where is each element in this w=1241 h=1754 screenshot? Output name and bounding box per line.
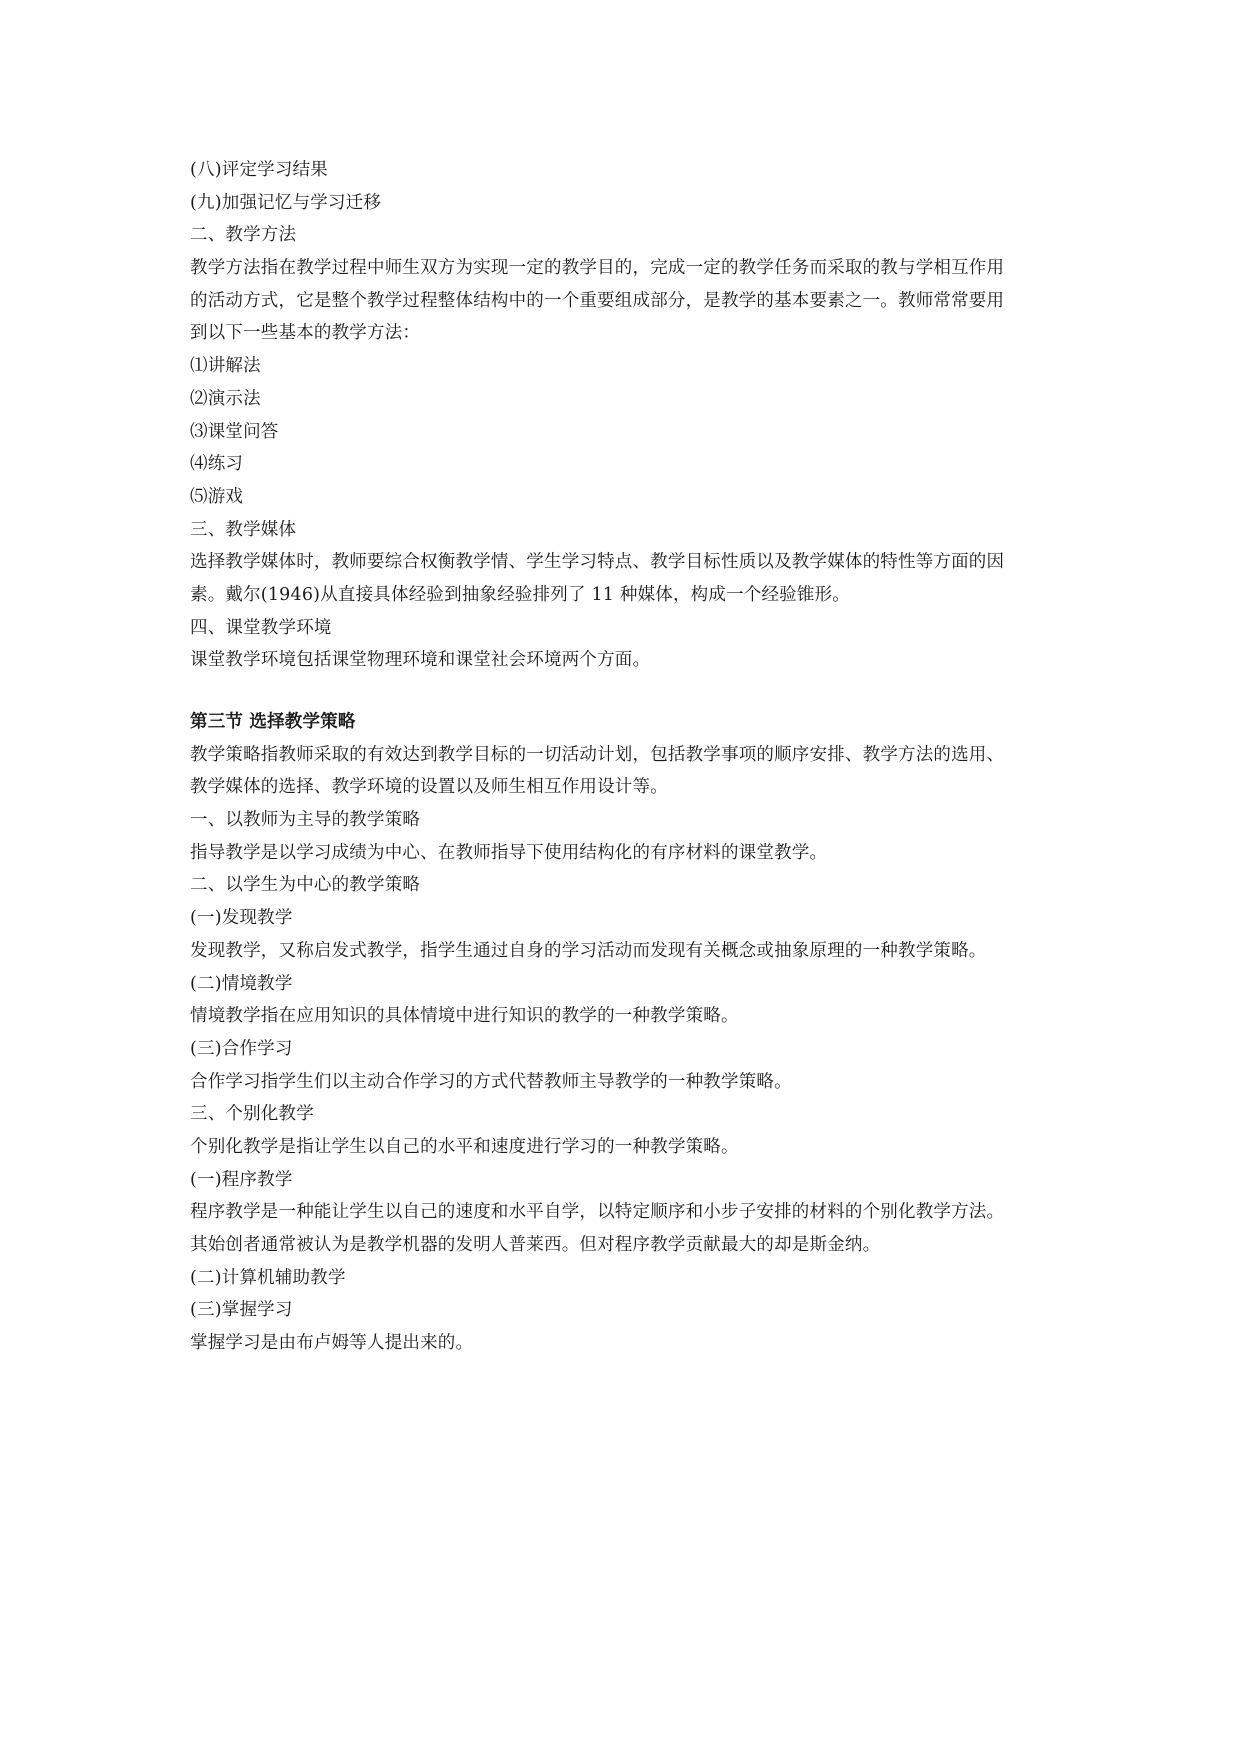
text-line: 三、个别化教学: [190, 1104, 314, 1125]
text-line: 二、教学方法: [190, 225, 297, 246]
text-line: 程序教学是一种能让学生以自己的速度和水平自学，以特定顺序和小步子安排的材料的个别化教学方法。: [190, 1202, 1005, 1223]
text-line: ⑶课堂问答: [190, 421, 279, 442]
text-line: 的活动方式，它是整个教学过程整体结构中的一个重要组成部分，是教学的基本要素之一。教师常常要用: [190, 290, 1005, 311]
text-line: 指导教学是以学习成绩为中心、在教师指导下使用结构化的有序材料的课堂教学。: [190, 842, 828, 863]
text-line: ⑴讲解法: [190, 356, 261, 377]
text-line: 个别化教学是指让学生以自己的水平和速度进行学习的一种教学策略。: [190, 1136, 739, 1157]
text-line: (三)合作学习: [190, 1038, 293, 1059]
text-line: 四、课堂教学环境: [190, 617, 332, 638]
text-line: 到以下一些基本的教学方法：: [190, 323, 421, 344]
paragraph-gap: [190, 677, 1070, 706]
section-heading: 第三节 选择教学策略: [190, 712, 356, 732]
document-body: [190, 154, 1070, 1360]
text-line: ⑷练习: [190, 454, 244, 475]
text-line: 其始创者通常被认为是教学机器的发明人普莱西。但对程序教学贡献最大的却是斯金纳。: [190, 1235, 881, 1255]
text-line: 素。戴尔(1946)从直接具体经验到抽象经验排列了 11 种媒体，构成一个经验锥形。: [190, 584, 850, 605]
text-line: 三、教学媒体: [190, 519, 297, 540]
text-line: 教学策略指教师采取的有效达到教学目标的一切活动计划，包括教学事项的顺序安排、教学方法的选用、: [190, 744, 1005, 765]
text-line: 课堂教学环境包括课堂物理环境和课堂社会环境两个方面。: [190, 650, 651, 671]
text-line: ⑵演示法: [190, 388, 261, 409]
text-line: 二、以学生为中心的教学策略: [190, 875, 421, 896]
text-line: 选择教学媒体时，教师要综合权衡教学情、学生学习特点、教学目标性质以及教学媒体的特性等方面的因: [190, 552, 1005, 573]
text-line: 掌握学习是由布卢姆等人提出来的。: [190, 1333, 474, 1354]
text-line: (二)情境教学: [190, 973, 293, 994]
text-line: 教学方法指在教学过程中师生双方为实现一定的教学目的，完成一定的教学任务而采取的教与学相互作用: [190, 258, 1005, 279]
text-line: (九)加强记忆与学习迁移: [190, 192, 382, 213]
text-line: (八)评定学习结果: [190, 160, 328, 180]
text-line: 一、以教师为主导的教学策略: [190, 810, 421, 831]
text-line: (一)发现教学: [190, 908, 293, 929]
text-line: (二)计算机辅助教学: [190, 1267, 346, 1288]
text-line: 合作学习指学生们以主动合作学习的方式代替教师主导教学的一种教学策略。: [190, 1071, 792, 1092]
text-line: 情境教学指在应用知识的具体情境中进行知识的教学的一种教学策略。: [190, 1006, 739, 1027]
text-line: 发现教学，又称启发式教学，指学生通过自身的学习活动而发现有关概念或抽象原理的一种教学策略。: [190, 940, 987, 961]
text-line: (三)掌握学习: [190, 1300, 293, 1321]
text-line: 教学媒体的选择、教学环境的设置以及师生相互作用设计等。: [190, 777, 668, 798]
text-line: ⑸游戏: [190, 486, 244, 507]
text-line: (一)程序教学: [190, 1169, 293, 1190]
